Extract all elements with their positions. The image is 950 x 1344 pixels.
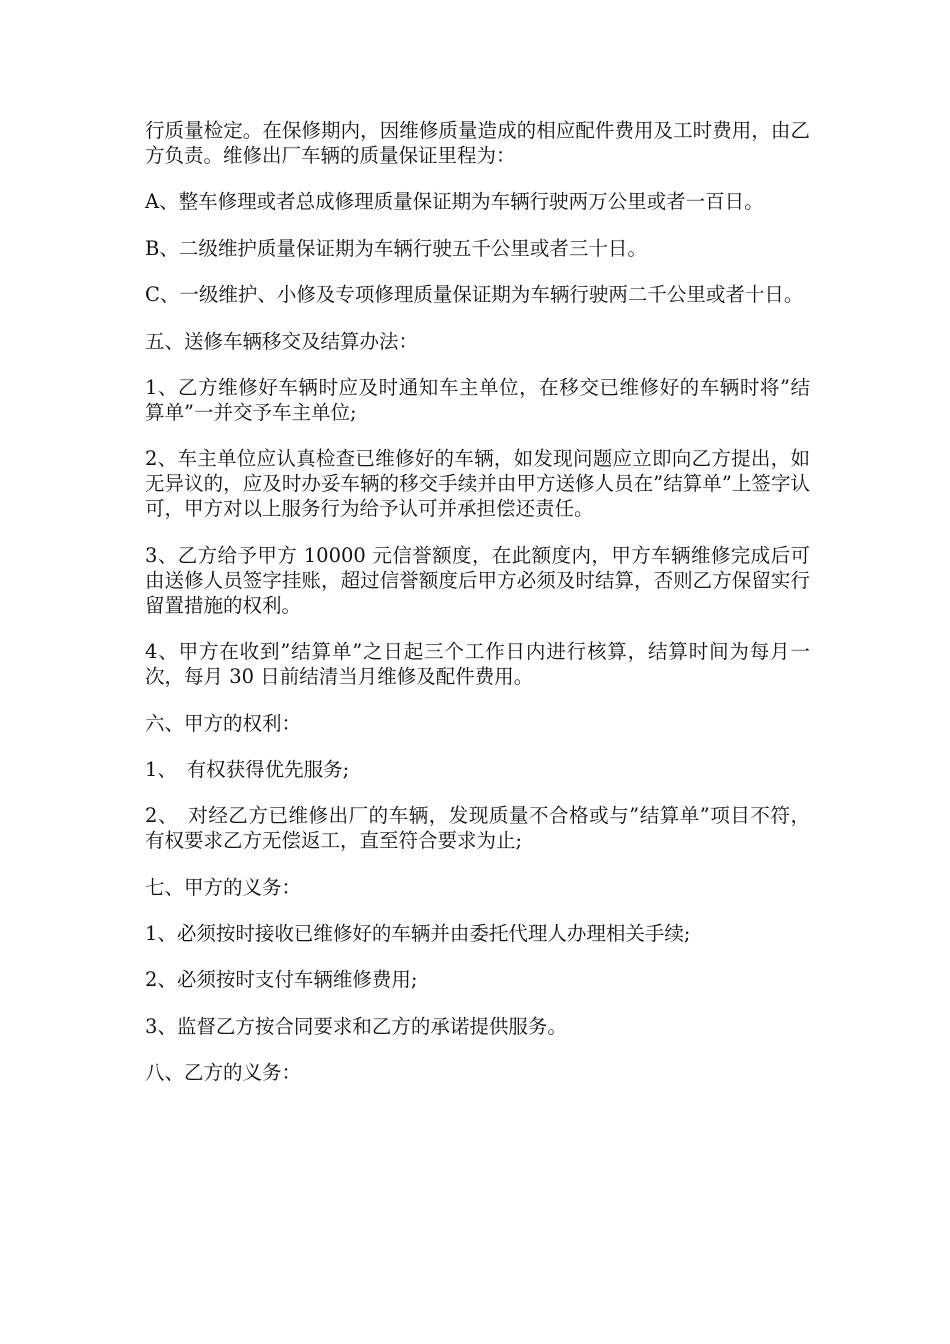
paragraph-5-3: 3、乙方给予甲方 10000 元信誉额度，在此额度内，甲方车辆维修完成后可由送修人员签字挂账，超过信誉额度后甲方必须及时结算，否则乙方保留实行留置措施的权利。 [145, 543, 810, 617]
paragraph-5-4: 4、甲方在收到”结算单”之日起三个工作日内进行核算，结算时间为每月一次，每月 30 日前结清当月维修及配件费用。 [145, 640, 810, 689]
paragraph-7-2: 2、必须按时支付车辆维修费用; [145, 968, 418, 992]
document-body [145, 118, 810, 1107]
section-heading-8: 八、乙方的义务： [145, 1061, 302, 1085]
paragraph-5-1: 1、乙方维修好车辆时应及时通知车主单位，在移交已维修好的车辆时将”结算单”一并交予车主单位; [145, 375, 810, 424]
section-heading-6: 六、甲方的权利： [145, 711, 302, 735]
paragraph-6-1: 1、 有权获得优先服务; [145, 757, 350, 781]
section-heading-7: 七、甲方的义务： [145, 875, 302, 899]
paragraph-5-2: 2、车主单位应认真检查已维修好的车辆，如发现问题应立即向乙方提出，如无异议的，应及时办妥车辆的移交手续并由甲方送修人员在”结算单”上签字认可，甲方对以上服务行为给予认可并承担偿还责任。 [145, 447, 810, 521]
paragraph-6-2: 2、 对经乙方已维修出厂的车辆，发现质量不合格或与”结算单”项目不符，有权要求乙方无偿返工，直至符合要求为止; [145, 804, 810, 853]
paragraph-7-1: 1、必须按时接收已维修好的车辆并由委托代理人办理相关手续; [145, 922, 691, 946]
section-heading-5: 五、送修车辆移交及结算办法： [145, 329, 419, 353]
paragraph-warranty-c: C、一级维护、小修及专项修理质量保证期为车辆行驶两二千公里或者十日。 [145, 283, 804, 307]
paragraph-warranty-a: A、整车修理或者总成修理质量保证期为车辆行驶两万公里或者一百日。 [145, 190, 764, 214]
paragraph-7-3: 3、监督乙方按合同要求和乙方的承诺提供服务。 [145, 1014, 567, 1038]
paragraph-warranty-b: B、二级维护质量保证期为车辆行驶五千公里或者三十日。 [145, 236, 647, 260]
paragraph-warranty-intro: 行质量检定。在保修期内，因维修质量造成的相应配件费用及工时费用，由乙方负责。维修出厂车辆的质量保证里程为： [145, 119, 810, 167]
